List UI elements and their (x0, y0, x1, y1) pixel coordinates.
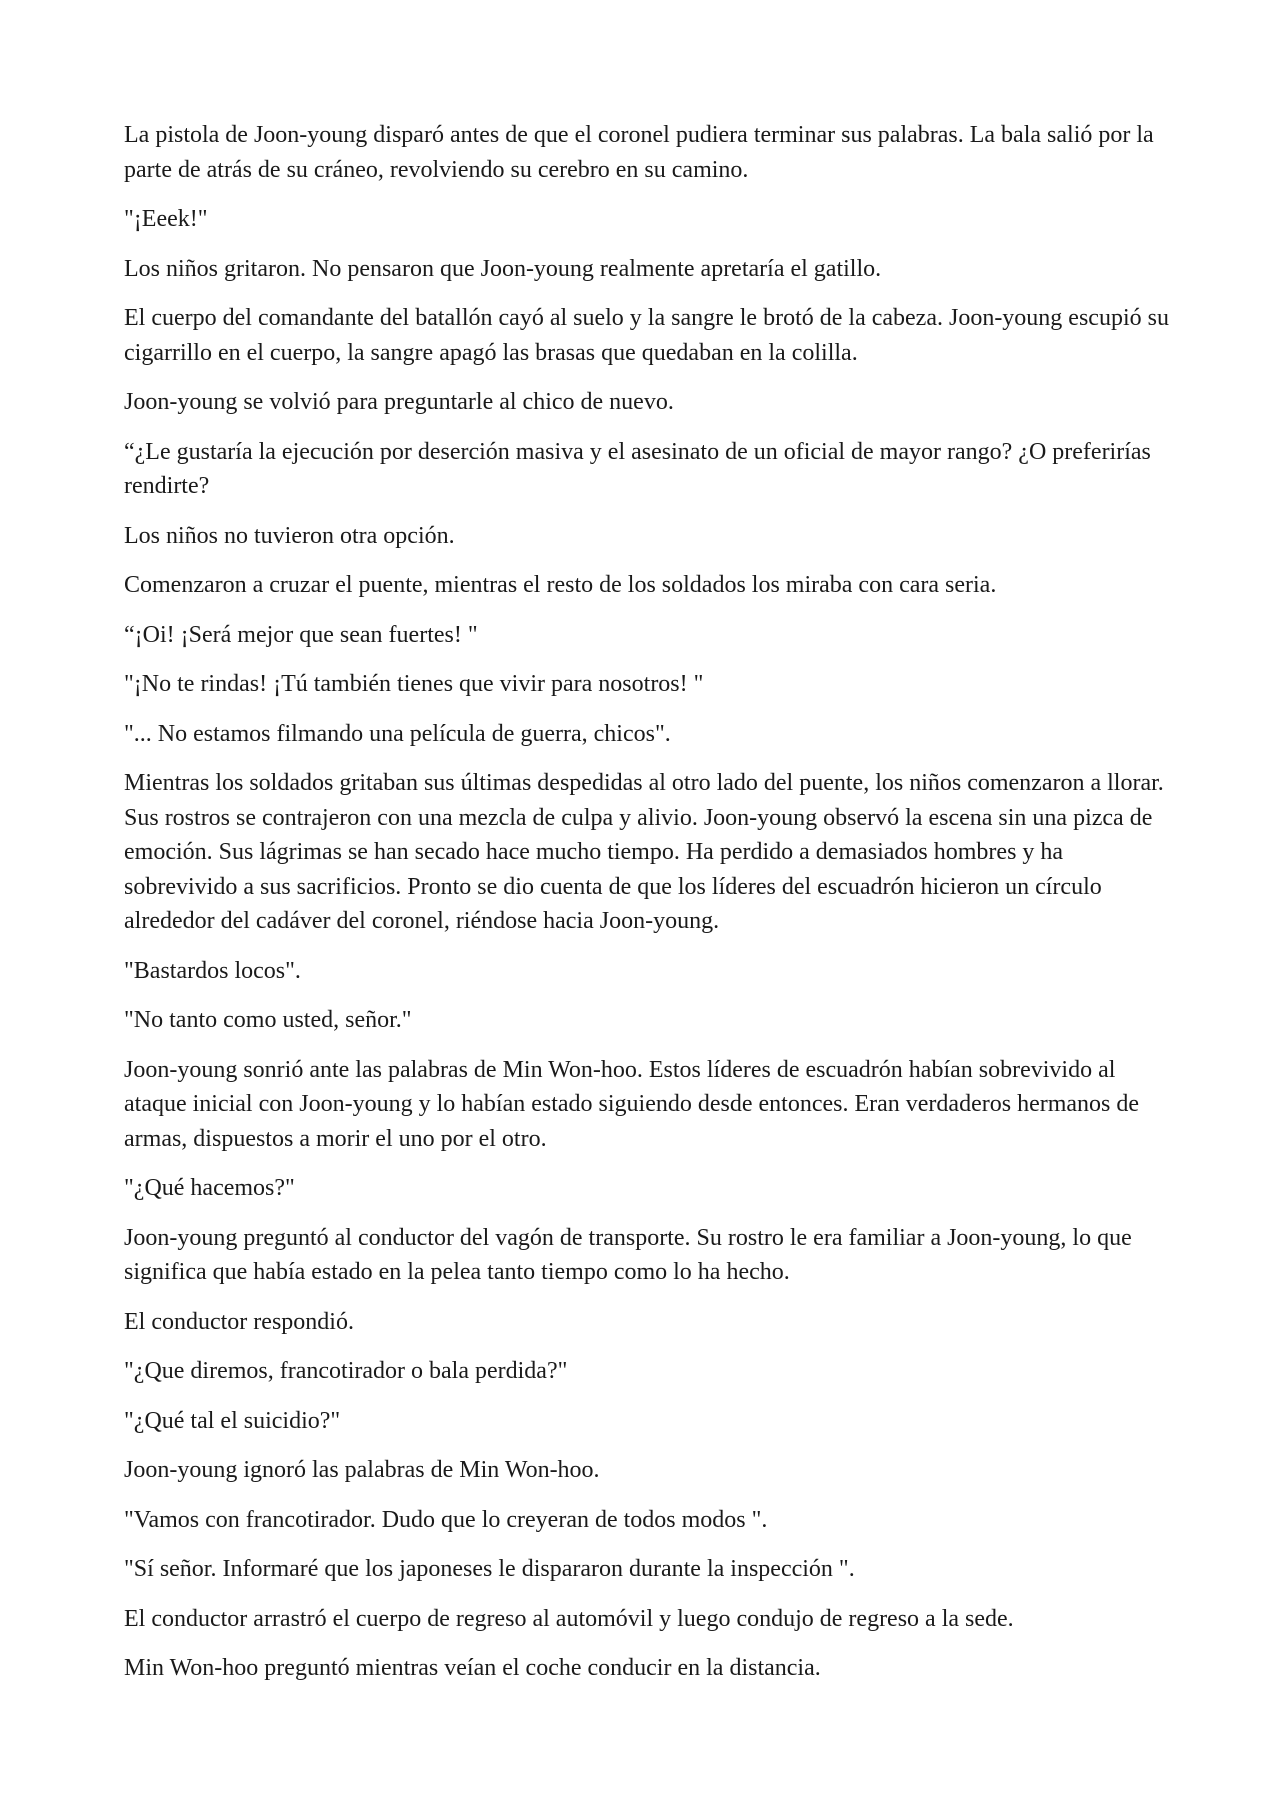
paragraph: Joon-young se volvió para preguntarle al chico de nuevo. (124, 389, 674, 415)
document-body (124, 118, 1174, 1701)
paragraph: El conductor arrastró el cuerpo de regreso al automóvil y luego condujo de regreso a la sede. (124, 1605, 1014, 1632)
paragraph: El conductor respondió. (124, 1308, 354, 1335)
paragraph: "¿Qué tal el suicidio?" (124, 1407, 341, 1434)
paragraph: El cuerpo del comandante del batallón cayó al suelo y la sangre le brotó de la cabeza. Joon-young escupió su cigarrillo en el cuerpo, la sangre apagó las brasas que quedaban en la colilla. (124, 305, 1169, 366)
paragraph: Comenzaron a cruzar el puente, mientras el resto de los soldados los miraba con cara seria. (124, 572, 997, 598)
paragraph: Mientras los soldados gritaban sus últimas despedidas al otro lado del puente, los niños comenzaron a llorar. Sus rostros se contrajeron con una mezcla de culpa y alivio. Joon-young observó la escena sin una pizca de emoción. Sus lágrimas se han secado hace mucho tiempo. Ha perdido a demasiados hombres y ha sobrevivido a sus sacrificios. Pronto se dio cuenta de que los líderes del escuadrón hicieron un círculo alrededor del cadáver del coronel, riéndose hacia Joon-young. (124, 770, 1164, 934)
paragraph: "¿Que diremos, francotirador o bala perdida?" (124, 1358, 568, 1384)
paragraph: "Sí señor. Informaré que los japoneses le dispararon durante la inspección ". (124, 1556, 855, 1582)
paragraph: Min Won-hoo preguntó mientras veían el coche conducir en la distancia. (124, 1655, 821, 1681)
paragraph: Los niños no tuvieron otra opción. (124, 522, 455, 549)
paragraph: "¡No te rindas! ¡Tú también tienes que vivir para nosotros! " (124, 671, 704, 697)
paragraph: “¿Le gustaría la ejecución por deserción masiva y el asesinato de un oficial de mayor rango? ¿O preferirías rendirte? (124, 438, 1151, 499)
paragraph: "Vamos con francotirador. Dudo que lo creyeran de todos modos ". (124, 1506, 768, 1533)
paragraph: "No tanto como usted, señor." (124, 1007, 412, 1033)
paragraph: Los niños gritaron. No pensaron que Joon-young realmente apretaría el gatillo. (124, 255, 882, 282)
paragraph: Joon-young preguntó al conductor del vagón de transporte. Su rostro le era familiar a Joon-young, lo que significa que había estado en la pelea tanto tiempo como lo ha hecho. (124, 1224, 1132, 1285)
paragraph: "¡Eeek!" (124, 206, 208, 232)
paragraph: “¡Oi! ¡Será mejor que sean fuertes! " (124, 621, 478, 648)
paragraph: Joon-young ignoró las palabras de Min Won-hoo. (124, 1457, 600, 1483)
paragraph: Joon-young sonrió ante las palabras de Min Won-hoo. Estos líderes de escuadrón habían sobrevivido al ataque inicial con Joon-young y lo habían estado siguiendo desde entonces. Eran verdaderos hermanos de armas, dispuestos a morir el uno por el otro. (124, 1056, 1140, 1152)
paragraph: "¿Qué hacemos?" (124, 1175, 295, 1201)
paragraph: "Bastardos locos". (124, 957, 301, 984)
paragraph: La pistola de Joon-young disparó antes de que el coronel pudiera terminar sus palabras. La bala salió por la parte de atrás de su cráneo, revolviendo su cerebro en su camino. (124, 122, 1154, 183)
paragraph: "... No estamos filmando una película de guerra, chicos". (124, 720, 671, 747)
